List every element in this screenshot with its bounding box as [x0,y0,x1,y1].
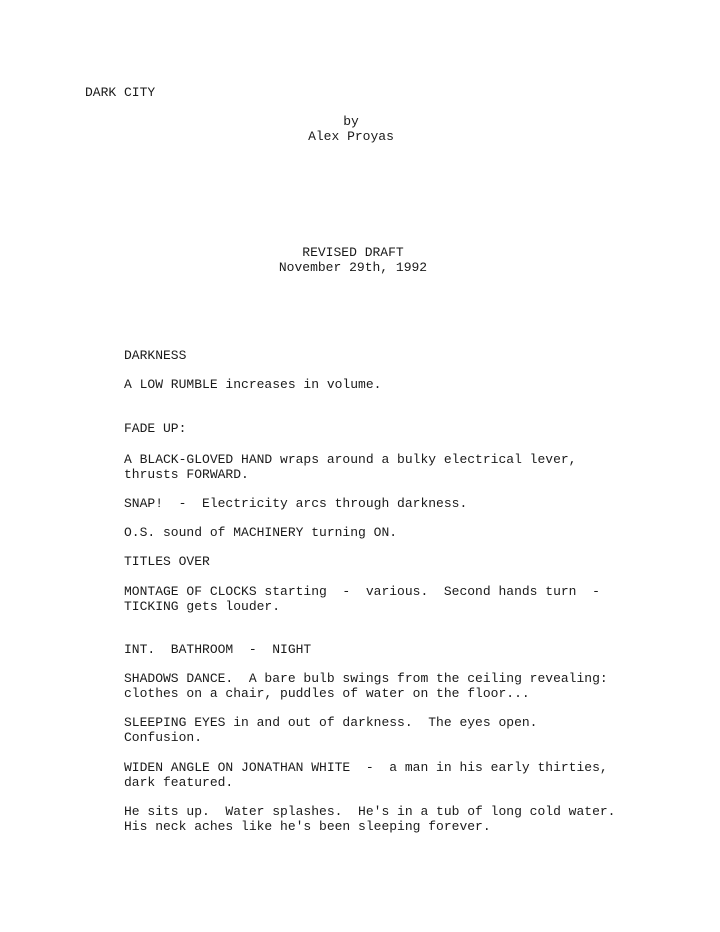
action-widen-line-2: dark featured. [124,775,234,790]
action-os-sound: O.S. sound of MACHINERY turning ON. [124,525,398,540]
byline-by: by [343,114,359,129]
transition-fade-up: FADE UP: [124,421,187,436]
action-shadows-line-1: SHADOWS DANCE. A bare bulb swings from the ceiling revealing: [124,671,608,686]
action-sits-line-1: He sits up. Water splashes. He's in a tub of long cold water. [124,804,616,819]
action-montage-line-1: MONTAGE OF CLOCKS starting - various. Second hands turn - [124,584,600,599]
script-title: DARK CITY [85,85,156,100]
draft-date: November 29th, 1992 [278,260,428,275]
action-rumble: A LOW RUMBLE increases in volume. [124,377,382,392]
scene-heading-darkness: DARKNESS [124,348,187,363]
action-hand-line-2: thrusts FORWARD. [124,467,249,482]
action-shadows-line-2: clothes on a chair, puddles of water on the floor... [124,686,530,701]
scene-heading-bathroom: INT. BATHROOM - NIGHT [124,642,312,657]
action-eyes-line-2: Confusion. [124,730,203,745]
action-montage-line-2: TICKING gets louder. [124,599,281,614]
action-snap: SNAP! - Electricity arcs through darkness. [124,496,468,511]
action-titles-over: TITLES OVER [124,554,210,569]
author-name: Alex Proyas [308,129,394,144]
draft-label: REVISED DRAFT [302,245,404,260]
action-eyes-line-1: SLEEPING EYES in and out of darkness. The eyes open. [124,715,538,730]
action-sits-line-2: His neck aches like he's been sleeping forever. [124,819,491,834]
action-widen-line-1: WIDEN ANGLE ON JONATHAN WHITE - a man in his early thirties, [124,760,608,775]
action-hand-line-1: A BLACK-GLOVED HAND wraps around a bulky electrical lever, [124,452,577,467]
